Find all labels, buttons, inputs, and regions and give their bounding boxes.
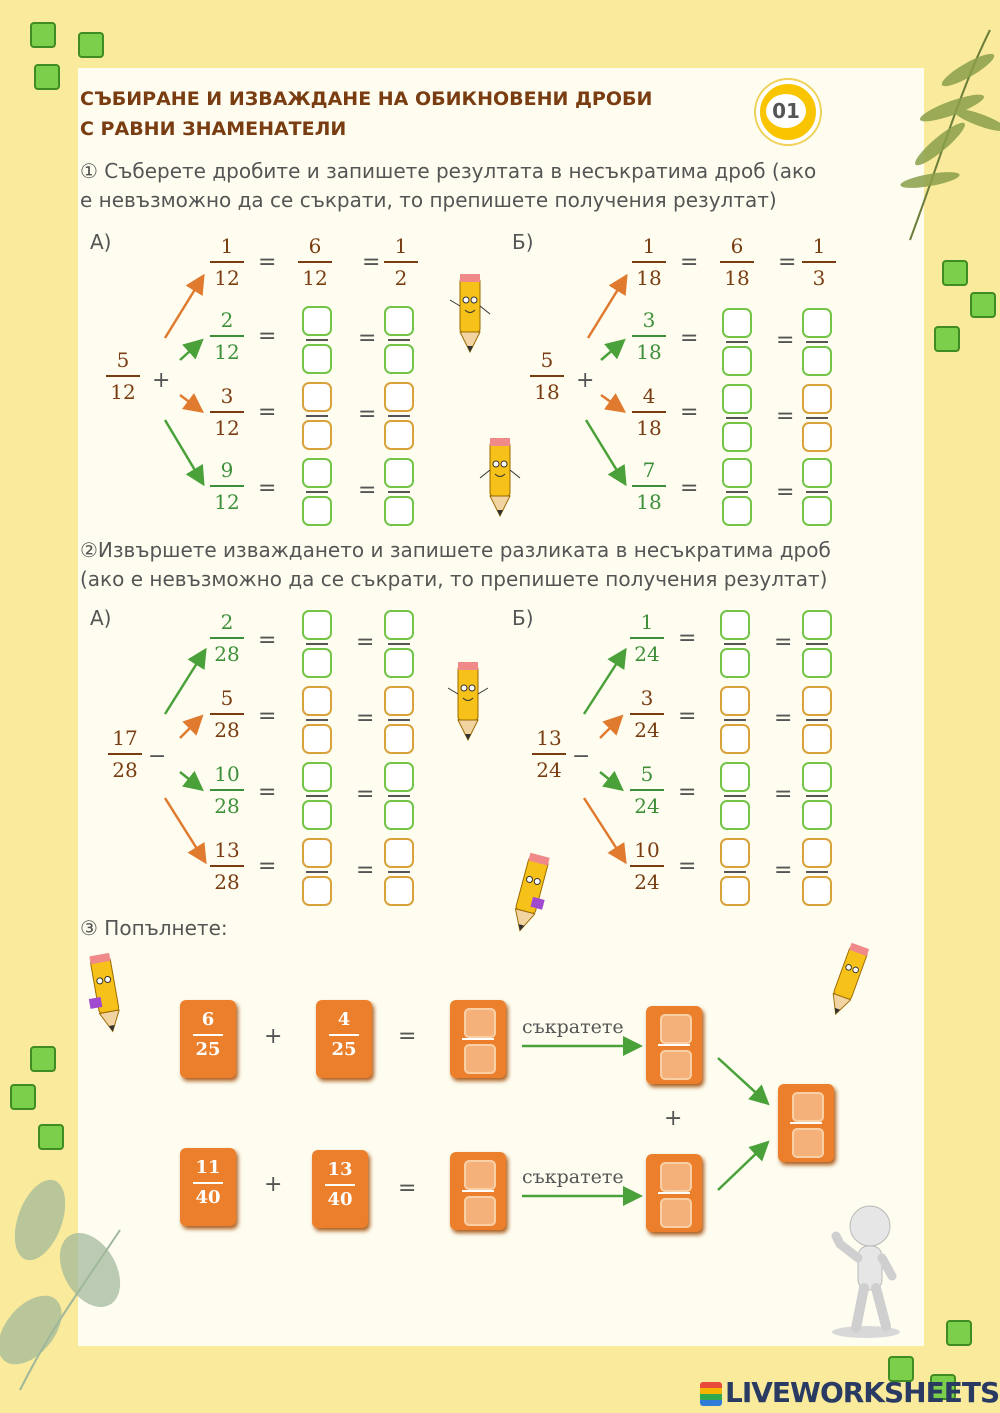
task1-a-label: А) — [90, 230, 112, 254]
task2-instruction: ②Извършете изваждането и запишете разликата в несъкратима дроб (ако е невъзможно да се съкрати, то препишете получения резултат) — [80, 538, 831, 591]
deco-square — [946, 1320, 972, 1346]
task2-b-row3-fraction: 5 24 — [624, 762, 670, 818]
equals-sign: = — [678, 854, 697, 879]
answer-fraction-box[interactable] — [722, 458, 754, 524]
pencil-mascot-icon — [508, 850, 552, 936]
task1-b-example-result: 1 3 — [796, 234, 842, 290]
equals-sign: = — [258, 400, 277, 425]
plus-sign: + — [664, 1106, 683, 1131]
page-title: СЪБИРАНЕ И ИЗВАЖДАНЕ НА ОБИКНОВЕНИ ДРОБИ С РАВНИ ЗНАМЕНАТЕЛИ — [80, 88, 653, 140]
answer-fraction-box[interactable] — [384, 458, 416, 524]
equals-sign: = — [358, 478, 377, 503]
answer-fraction-box[interactable] — [802, 384, 834, 450]
answer-fraction-box[interactable] — [384, 306, 416, 372]
answer-fraction-box[interactable] — [720, 762, 752, 828]
task1-instruction: ① Съберете дробите и запишете резултата в несъкратима дроб (ако е невъзможно да се съкрати, то препишете получения резултат) — [80, 159, 817, 212]
task2-a-row4-fraction: 13 28 — [204, 838, 250, 894]
task1-a-base-fraction: 5 12 — [100, 348, 146, 404]
equals-sign: = — [774, 630, 793, 655]
task1-a-row4-fraction: 9 12 — [204, 458, 250, 514]
page-number-badge: 01 — [756, 80, 820, 144]
pencil-mascot-icon — [446, 658, 490, 744]
answer-fraction-box[interactable] — [802, 458, 834, 524]
equals-sign: = — [356, 782, 375, 807]
answer-fraction-box[interactable] — [802, 838, 834, 904]
task1-b-row1-fraction: 1 18 — [626, 234, 672, 290]
equals-sign: = — [776, 404, 795, 429]
fraction-card: 6 25 — [180, 1000, 236, 1078]
equals-sign: = — [678, 626, 697, 651]
task1-b-row4-fraction: 7 18 — [626, 458, 672, 514]
equals-sign: = — [258, 250, 277, 275]
plus-sign: + — [264, 1024, 283, 1049]
equals-sign: = — [398, 1176, 417, 1201]
answer-fraction-box[interactable] — [302, 306, 334, 372]
equals-sign: = — [258, 628, 277, 653]
equals-sign: = — [358, 326, 377, 351]
equals-sign: = — [356, 706, 375, 731]
fraction-card: 11 40 — [180, 1148, 236, 1226]
pencil-mascot-icon — [478, 434, 522, 520]
task1-a-row2-fraction: 2 12 — [204, 308, 250, 364]
equals-sign: = — [778, 250, 797, 275]
plus-sign: + — [152, 368, 171, 393]
answer-fraction-box[interactable] — [722, 384, 754, 450]
equals-sign: = — [680, 400, 699, 425]
answer-fraction-box[interactable] — [802, 308, 834, 374]
thumbs-up-figure-icon — [826, 1200, 906, 1340]
minus-sign: − — [148, 744, 167, 769]
task2-a-row3-fraction: 10 28 — [204, 762, 250, 818]
answer-fraction-box[interactable] — [720, 838, 752, 904]
equals-sign: = — [258, 780, 277, 805]
equals-sign: = — [356, 630, 375, 655]
task2-a-base-fraction: 17 28 — [102, 726, 148, 782]
answer-fraction-box[interactable] — [384, 838, 416, 904]
answer-fraction-box[interactable] — [302, 458, 334, 524]
equals-sign: = — [258, 704, 277, 729]
answer-fraction-box[interactable] — [720, 610, 752, 676]
equals-sign: = — [774, 858, 793, 883]
task1-b-row3-fraction: 4 18 — [626, 384, 672, 440]
task2-a-row2-fraction: 5 28 — [204, 686, 250, 742]
equals-sign: = — [358, 402, 377, 427]
equals-sign: = — [776, 328, 795, 353]
equals-sign: = — [258, 324, 277, 349]
liveworksheets-logo: LIVEWORKSHEETS — [700, 1376, 999, 1409]
task3-arrows — [0, 980, 1000, 1220]
answer-fraction-box[interactable] — [302, 382, 334, 448]
reduce-label: съкратете — [522, 1166, 624, 1188]
equals-sign: = — [680, 250, 699, 275]
answer-fraction-box[interactable] — [802, 762, 834, 828]
fraction-card: 4 25 — [316, 1000, 372, 1078]
equals-sign: = — [680, 476, 699, 501]
equals-sign: = — [774, 782, 793, 807]
plus-sign: + — [576, 368, 595, 393]
plus-sign: + — [264, 1172, 283, 1197]
reduce-label: съкратете — [522, 1016, 624, 1038]
answer-fraction-box[interactable] — [384, 762, 416, 828]
equals-sign: = — [356, 858, 375, 883]
answer-fraction-box[interactable] — [384, 610, 416, 676]
equals-sign: = — [774, 706, 793, 731]
answer-fraction-box[interactable] — [302, 686, 334, 752]
task2-b-row1-fraction: 1 24 — [624, 610, 670, 666]
task2-b-row4-fraction: 10 24 — [624, 838, 670, 894]
answer-fraction-box[interactable] — [384, 686, 416, 752]
equals-sign: = — [362, 250, 381, 275]
minus-sign: − — [572, 744, 591, 769]
task1-b-label: Б) — [512, 230, 534, 254]
answer-fraction-box[interactable] — [720, 686, 752, 752]
task2-b-row2-fraction: 3 24 — [624, 686, 670, 742]
answer-fraction-box[interactable] — [302, 610, 334, 676]
pencil-mascot-icon — [448, 270, 492, 356]
task1-a-example-result: 1 2 — [378, 234, 424, 290]
equals-sign: = — [776, 480, 795, 505]
task1-b-row2-fraction: 3 18 — [626, 308, 672, 364]
answer-fraction-box[interactable] — [802, 686, 834, 752]
equals-sign: = — [398, 1024, 417, 1049]
equals-sign: = — [680, 326, 699, 351]
task1-a-row1-fraction: 1 12 — [204, 234, 250, 290]
answer-fraction-box[interactable] — [722, 308, 754, 374]
equals-sign: = — [678, 704, 697, 729]
task1-a-example-mid: 6 12 — [292, 234, 338, 290]
equals-sign: = — [678, 780, 697, 805]
answer-fraction-box[interactable] — [384, 382, 416, 448]
task3-label: ③ Попълнете: — [80, 916, 228, 940]
answer-fraction-box[interactable] — [302, 762, 334, 828]
equals-sign: = — [258, 476, 277, 501]
answer-fraction-box[interactable] — [802, 610, 834, 676]
task2-a-label: А) — [90, 606, 112, 630]
fraction-card: 13 40 — [312, 1150, 368, 1228]
task2-a-row1-fraction: 2 28 — [204, 610, 250, 666]
task1-b-base-fraction: 5 18 — [524, 348, 570, 404]
task1-b-example-mid: 6 18 — [714, 234, 760, 290]
equals-sign: = — [258, 854, 277, 879]
task1-a-row3-fraction: 3 12 — [204, 384, 250, 440]
answer-fraction-box[interactable] — [302, 838, 334, 904]
task2-b-label: Б) — [512, 606, 534, 630]
task2-b-base-fraction: 13 24 — [526, 726, 572, 782]
